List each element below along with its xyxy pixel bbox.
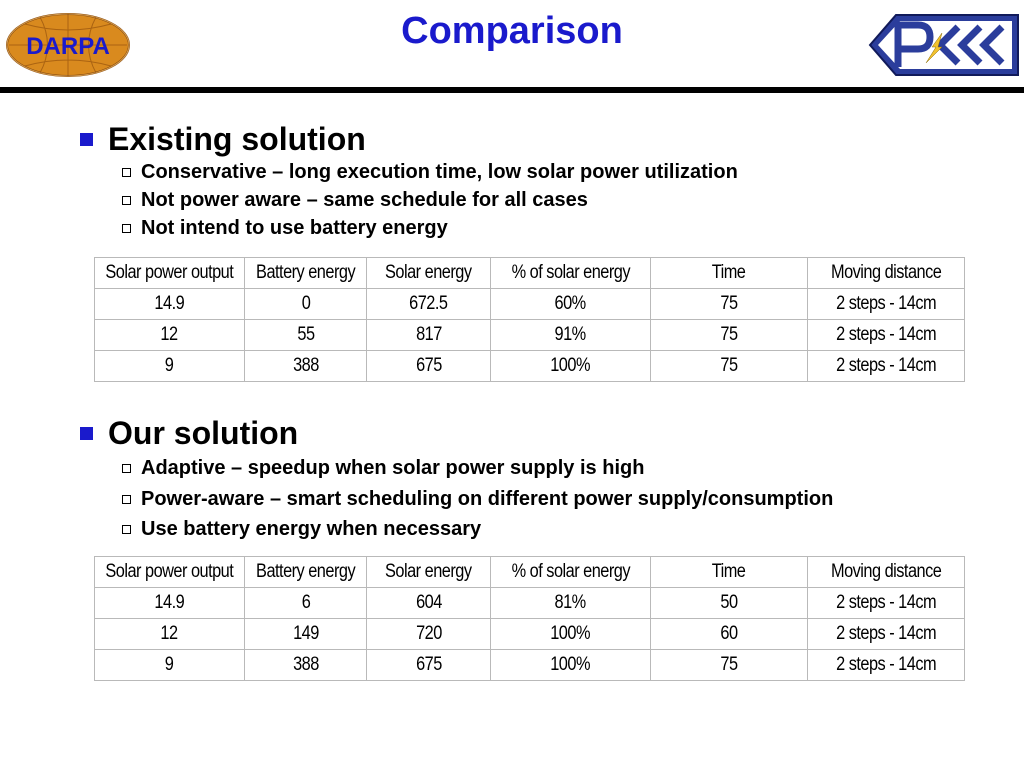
table-cell: 75 (650, 289, 807, 320)
existing-point-1 (122, 159, 1000, 186)
table-cell: 9 (95, 351, 245, 382)
bullet-hollow-square-icon (122, 525, 131, 534)
table-cell: 100% (490, 650, 650, 681)
table-cell: 817 (367, 320, 490, 351)
table-cell: 100% (490, 351, 650, 382)
our-point-text: Adaptive – speedup when solar power supply is high (141, 457, 645, 479)
table-cell: 2 steps - 14cm (807, 289, 964, 320)
bullet-hollow-square-icon (122, 464, 131, 473)
table-cell: 672.5 (367, 289, 490, 320)
table-cell: 75 (650, 650, 807, 681)
our-solution-table (94, 556, 965, 681)
bullet-hollow-square-icon (122, 196, 131, 205)
table-cell: 2 steps - 14cm (807, 588, 964, 619)
table-cell: 12 (95, 320, 245, 351)
table-cell: 675 (367, 351, 490, 382)
our-solution-section (80, 413, 1000, 544)
column-header: % of solar energy (490, 557, 650, 588)
table-cell: 149 (244, 619, 367, 650)
table-row (95, 289, 965, 320)
column-header: Solar energy (367, 258, 490, 289)
bullet-square-icon (80, 427, 93, 440)
table-cell: 55 (244, 320, 367, 351)
table-cell: 75 (650, 320, 807, 351)
our-point-text: Use battery energy when necessary (141, 517, 482, 540)
table-row (95, 650, 965, 681)
table-cell: 2 steps - 14cm (807, 650, 964, 681)
table-cell: 388 (244, 650, 367, 681)
table-cell: 6 (244, 588, 367, 619)
column-header: Solar power output (95, 258, 245, 289)
table-row (95, 320, 965, 351)
table-cell: 604 (367, 588, 490, 619)
table-cell: 75 (650, 351, 807, 382)
column-header: Moving distance (807, 557, 964, 588)
table-row (95, 351, 965, 382)
existing-point-text: Conservative – long execution time, low solar power utilization (141, 161, 738, 183)
column-header: Solar power output (95, 557, 245, 588)
darpa-logo-text: DARPA (26, 33, 110, 60)
our-point-2 (122, 484, 1000, 514)
existing-point-text: Not power aware – same schedule for all cases (141, 188, 588, 211)
existing-solution-table (94, 257, 965, 382)
pacc-logo (868, 13, 1020, 77)
table-cell: 91% (490, 320, 650, 351)
bullet-hollow-square-icon (122, 168, 131, 177)
table-row (95, 619, 965, 650)
column-header: Battery energy (244, 258, 367, 289)
table-cell: 2 steps - 14cm (807, 320, 964, 351)
column-header: Solar energy (367, 557, 490, 588)
table-cell: 720 (367, 619, 490, 650)
table-cell: 50 (650, 588, 807, 619)
table-cell: 2 steps - 14cm (807, 619, 964, 650)
our-point-text: Power-aware – smart scheduling on different power supply/consumption (141, 487, 834, 510)
column-header: Time (650, 258, 807, 289)
table-cell: 60 (650, 619, 807, 650)
page-title: Comparison (401, 10, 623, 52)
table-cell: 388 (244, 351, 367, 382)
table-cell: 60% (490, 289, 650, 320)
our-point-3 (122, 514, 1000, 544)
existing-solution-heading: Existing solution (108, 120, 366, 157)
table-cell: 0 (244, 289, 367, 320)
bullet-square-icon (80, 133, 93, 146)
table-cell: 675 (367, 650, 490, 681)
table-header-row (95, 557, 965, 588)
column-header: Battery energy (244, 557, 367, 588)
table-cell: 14.9 (95, 289, 245, 320)
our-solution-heading: Our solution (108, 414, 299, 451)
table-cell: 2 steps - 14cm (807, 351, 964, 382)
column-header: Moving distance (807, 258, 964, 289)
column-header: Time (650, 557, 807, 588)
table-cell: 14.9 (95, 588, 245, 619)
table-row (95, 588, 965, 619)
existing-point-3 (122, 214, 1000, 242)
our-point-1 (122, 453, 1000, 484)
bullet-hollow-square-icon (122, 224, 131, 233)
header-divider (0, 87, 1024, 93)
existing-point-2 (122, 186, 1000, 214)
table-header-row (95, 258, 965, 289)
table-cell: 12 (95, 619, 245, 650)
table-cell: 81% (490, 588, 650, 619)
bullet-hollow-square-icon (122, 495, 131, 504)
table-cell: 100% (490, 619, 650, 650)
column-header: % of solar energy (490, 258, 650, 289)
existing-point-text: Not intend to use battery energy (141, 216, 448, 239)
existing-solution-section (80, 119, 1000, 242)
table-cell: 9 (95, 650, 245, 681)
